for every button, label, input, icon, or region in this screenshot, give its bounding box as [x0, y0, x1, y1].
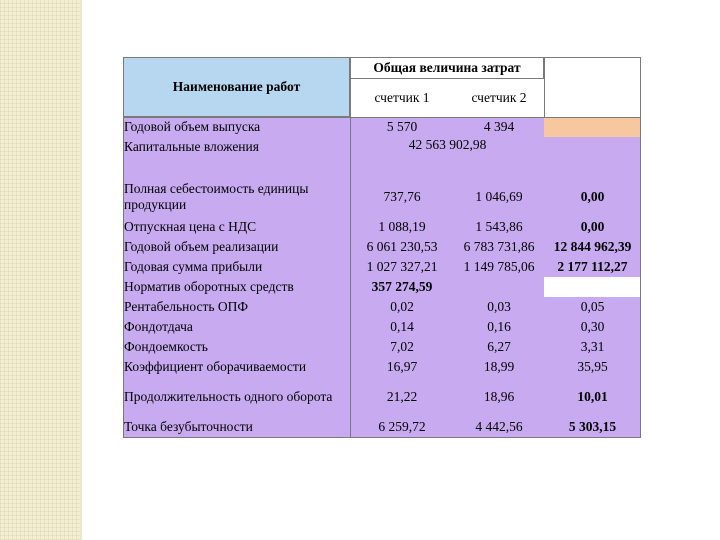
- row-label: Норматив оборотных средств: [123, 277, 350, 297]
- header-counter2: счетчик 2: [471, 90, 527, 106]
- row-value-counter2: 1 543,86: [454, 217, 544, 237]
- header-counter1: счетчик 1: [374, 90, 430, 106]
- row-value-total: 10,01: [544, 377, 641, 417]
- header-name-col: [123, 57, 350, 117]
- header-right-divider: [544, 57, 545, 117]
- row-value-counter2: 1 149 785,06: [454, 257, 544, 277]
- row-label: Точка безубыточности: [123, 417, 350, 437]
- row-value-counter1: 6 259,72: [350, 417, 454, 437]
- row-value-counter1: 357 274,59: [350, 277, 454, 297]
- row-spacer: [123, 157, 350, 177]
- row-value-total: 0,00: [544, 177, 641, 217]
- row-value-total: 2 177 112,27: [544, 257, 641, 277]
- header-group: Общая величина затрат: [350, 57, 544, 79]
- row-label: Капитальные вложения: [123, 137, 350, 157]
- row-value-counter2: 18,99: [454, 357, 544, 377]
- decorative-side-strip: [0, 0, 80, 540]
- row-label: Годовая сумма прибыли: [123, 257, 350, 277]
- row-value-counter2: 18,96: [454, 377, 544, 417]
- row-value-counter1: 1 027 327,21: [350, 257, 454, 277]
- header-name-text: Наименование работ: [172, 79, 301, 95]
- row-value-counter2: [454, 277, 544, 297]
- row-value-counter1: 21,22: [350, 377, 454, 417]
- row-label: Годовой объем реализации: [123, 237, 350, 257]
- row-value-counter1: 0,02: [350, 297, 454, 317]
- row-label: Отпускная цена с НДС: [123, 217, 350, 237]
- row-value-total: 0,30: [544, 317, 641, 337]
- row-value-total: 0,00: [544, 217, 641, 237]
- row-value-counter1: 7,02: [350, 337, 454, 357]
- row-label: Фондоемкость: [123, 337, 350, 357]
- row-label: Продолжительность одного оборота: [123, 377, 350, 417]
- row-label: Фондотдача: [123, 317, 350, 337]
- side-strip-edge: [80, 0, 82, 540]
- row-value-total: [544, 117, 641, 137]
- row-value-counter2: 4 394: [454, 117, 544, 137]
- row-value-total: [544, 277, 641, 297]
- row-value-counter1: 0,14: [350, 317, 454, 337]
- row-label: Коэффициент оборачиваемости: [123, 357, 350, 377]
- cost-table: [123, 57, 641, 438]
- row-value-counter2: 0,03: [454, 297, 544, 317]
- row-label: Годовой объем выпуска: [123, 117, 350, 137]
- header-divider: [123, 117, 641, 118]
- row-value-total: 35,95: [544, 357, 641, 377]
- row-value-counter2: 4 442,56: [454, 417, 544, 437]
- row-value-counter1: 16,97: [350, 357, 454, 377]
- row-value-counter2: 6 783 731,86: [454, 237, 544, 257]
- row-value-counter1: 1 088,19: [350, 217, 454, 237]
- row-value-counter2: 0,16: [454, 317, 544, 337]
- row-value-merged: 42 563 902,98: [350, 137, 641, 177]
- row-value-total: 3,31: [544, 337, 641, 357]
- row-value-counter1: 6 061 230,53: [350, 237, 454, 257]
- row-value-counter1: 5 570: [350, 117, 454, 137]
- row-value-total: 12 844 962,39: [544, 237, 641, 257]
- row-value-counter2: 6,27: [454, 337, 544, 357]
- column-divider: [350, 57, 351, 438]
- row-label: Полная себестоимость единицы продукции: [123, 177, 350, 217]
- row-label: Рентабельность ОПФ: [123, 297, 350, 317]
- row-value-total: 5 303,15: [544, 417, 641, 437]
- row-value-counter2: 1 046,69: [454, 177, 544, 217]
- row-value-total: 0,05: [544, 297, 641, 317]
- row-value-counter1: 737,76: [350, 177, 454, 217]
